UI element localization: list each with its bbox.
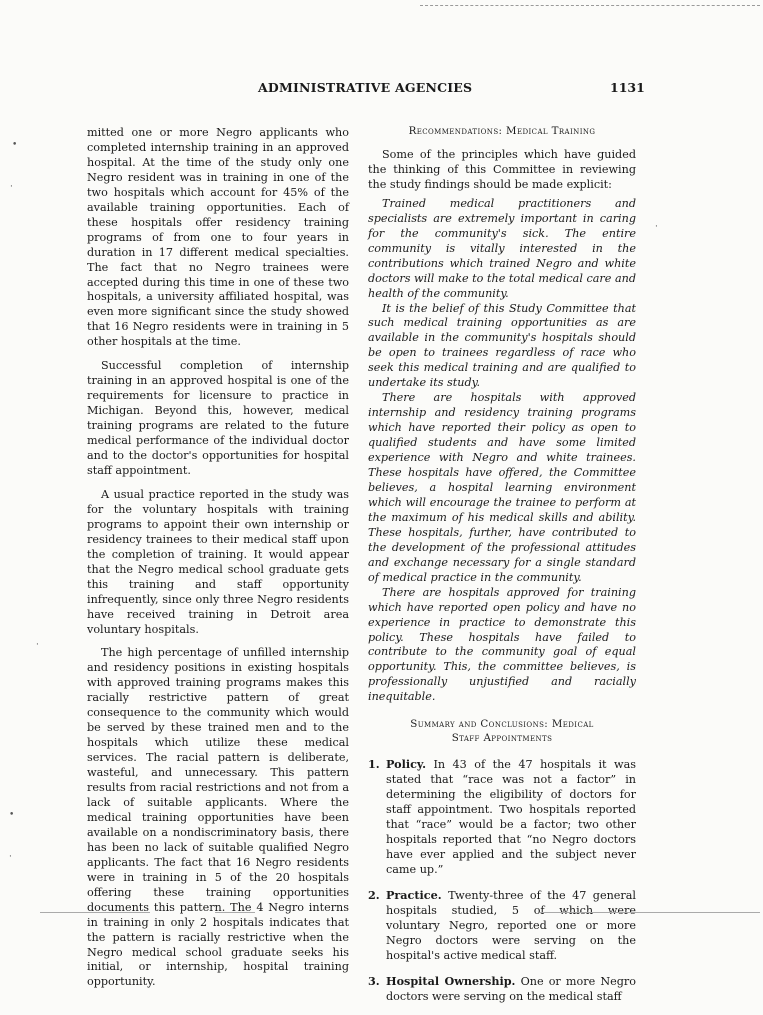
scan-speck: · xyxy=(36,640,39,650)
right-column xyxy=(368,124,636,1015)
scan-speck: · xyxy=(10,182,13,192)
paragraph: A usual practice reported in the study was for the voluntary hospitals with training programs to appoint their own internship or residency trainees to their medical staff upon the completion of training. It would appear that the Negro medical school graduate gets this training and staff opportunity infrequently, since only three Negro residents have received training in Detroit area voluntary hospitals. xyxy=(87,487,349,636)
item-number: 1. xyxy=(368,757,380,772)
intro-paragraph: Some of the principles which have guided the thinking of this Committee in reviewing the study findings should be made explicit: xyxy=(368,148,636,191)
heading-line: Summary and Conclusions: Medical xyxy=(410,718,594,731)
page-number: 1131 xyxy=(610,80,645,95)
italic-paragraph: There are hospitals with approved internship and residency training programs which have reported their policy as open to qualified students and have some limited experience with Negro and white trainees. These hospitals have offered, the Committee believes, a hospital learning environment which will encourage the trainee to perform at the maximum of his medical skills and ability. These hospitals, further, have contributed to the development of the professional attitudes and exchange necessary for a single standard of medical practice in the community. xyxy=(368,391,636,584)
italic-paragraph: There are hospitals approved for training which have reported open policy and have no experience in practice to demonstrate this policy. These hospitals have failed to contribute to the community goal of equal opportunity. This, the committee believes, is professionally unjustified and racially inequitable. xyxy=(368,585,636,704)
top-scan-line xyxy=(420,5,760,6)
paragraph: The high percentage of unfilled internship and residency positions in existing hospitals with approved training programs makes this racially restrictive pattern of great consequence to the community which would be served by these trained men and to the hospitals which utilize these medical services. The racial pattern is deliberate, wasteful, and unnecessary. This pattern results from racial restrictions and not from a lack of suitable applicants. Where the medical training opportunities have been available on a nondiscriminatory basis, there has been no lack of suitable qualified Negro applicants. The fact that 16 Negro residents were in training in 5 of the 20 hospitals offering these training opportunities documents this pattern. The 4 Negro interns in training in only 2 hospitals indicates that the pattern is racially restrictive when the Negro medical school graduate seeks his initial, or internship, hospital training opportunity. xyxy=(87,646,349,989)
item-text: In 43 of the 47 hospitals it was stated that “race was not a factor” in determining the eligibility of doctors for staff appointment. Two hospitals reported that “race” would be a factor; two other hospitals reported that “no Negro doctors have ever applied and the subject never came up.” xyxy=(386,758,636,876)
item-number: 3. xyxy=(368,973,380,988)
section-heading-staff-appointments xyxy=(368,717,636,745)
bottom-scan-line xyxy=(540,912,760,913)
conclusions-list xyxy=(368,757,636,1004)
bottom-scan-line xyxy=(40,912,150,913)
item-number: 2. xyxy=(368,887,380,902)
bottom-scan-line xyxy=(215,912,255,913)
italic-paragraph: It is the belief of this Study Committee that such medical training opportunities as are available in the community's hospitals should be open to trainees regardless of race who seek this medical training and are qualified to undertake its study. xyxy=(368,301,636,390)
item-text: Twenty-three of the 47 general hospitals studied, 5 of which were voluntary Negro, reported one or more Negro doctors were serving on the hospital's active medical staff. xyxy=(386,888,636,962)
paragraph: Successful completion of internship training in an approved hospital is one of the requirements for licensure to practice in Michigan. Beyond this, however, medical training programs are related to the future medical performance of the individual doctor and to the doctor's opportunities for hospital staff appointment. xyxy=(87,359,349,477)
list-item xyxy=(368,888,636,964)
italic-paragraph: Trained medical practitioners and specialists are extremely important in caring for the community's sick. The entire community is vitally interested in the contributions which trained Negro and white doctors will make to the total medical care and health of the community. xyxy=(368,196,636,300)
header-title: ADMINISTRATIVE AGENCIES xyxy=(258,80,473,95)
list-item xyxy=(368,974,636,1005)
item-term: Hospital Ownership. xyxy=(386,973,516,988)
item-term: Policy. xyxy=(386,757,426,772)
paragraph: mitted one or more Negro applicants who completed internship training in an approved hospital. At the time of the study only one Negro resident was in training in one of the two hospitals which account for 45% of the available training opportunities. Each of these hospitals offer residency training programs of from one to four years in duration in 17 different medical specialties. The fact that no Negro trainees were accepted during this time in one of these two hospitals, a university affiliated hospital, was even more significant since the study showed that 16 Negro residents were in training in 5 other hospitals at the time. xyxy=(87,126,349,349)
scan-speck: · xyxy=(9,852,12,862)
scan-speck: • xyxy=(9,810,15,820)
list-item xyxy=(368,757,636,878)
left-column xyxy=(87,126,349,999)
running-header xyxy=(0,80,763,100)
section-heading-medical-training: Recommendations: Medical Training xyxy=(408,125,596,137)
scan-speck: · xyxy=(655,222,658,232)
heading-line: Staff Appointments xyxy=(451,732,553,745)
item-term: Practice. xyxy=(386,887,442,902)
scan-speck: • xyxy=(12,140,18,150)
item-text: One or more Negro doctors were serving on the medical staff xyxy=(386,974,636,1003)
